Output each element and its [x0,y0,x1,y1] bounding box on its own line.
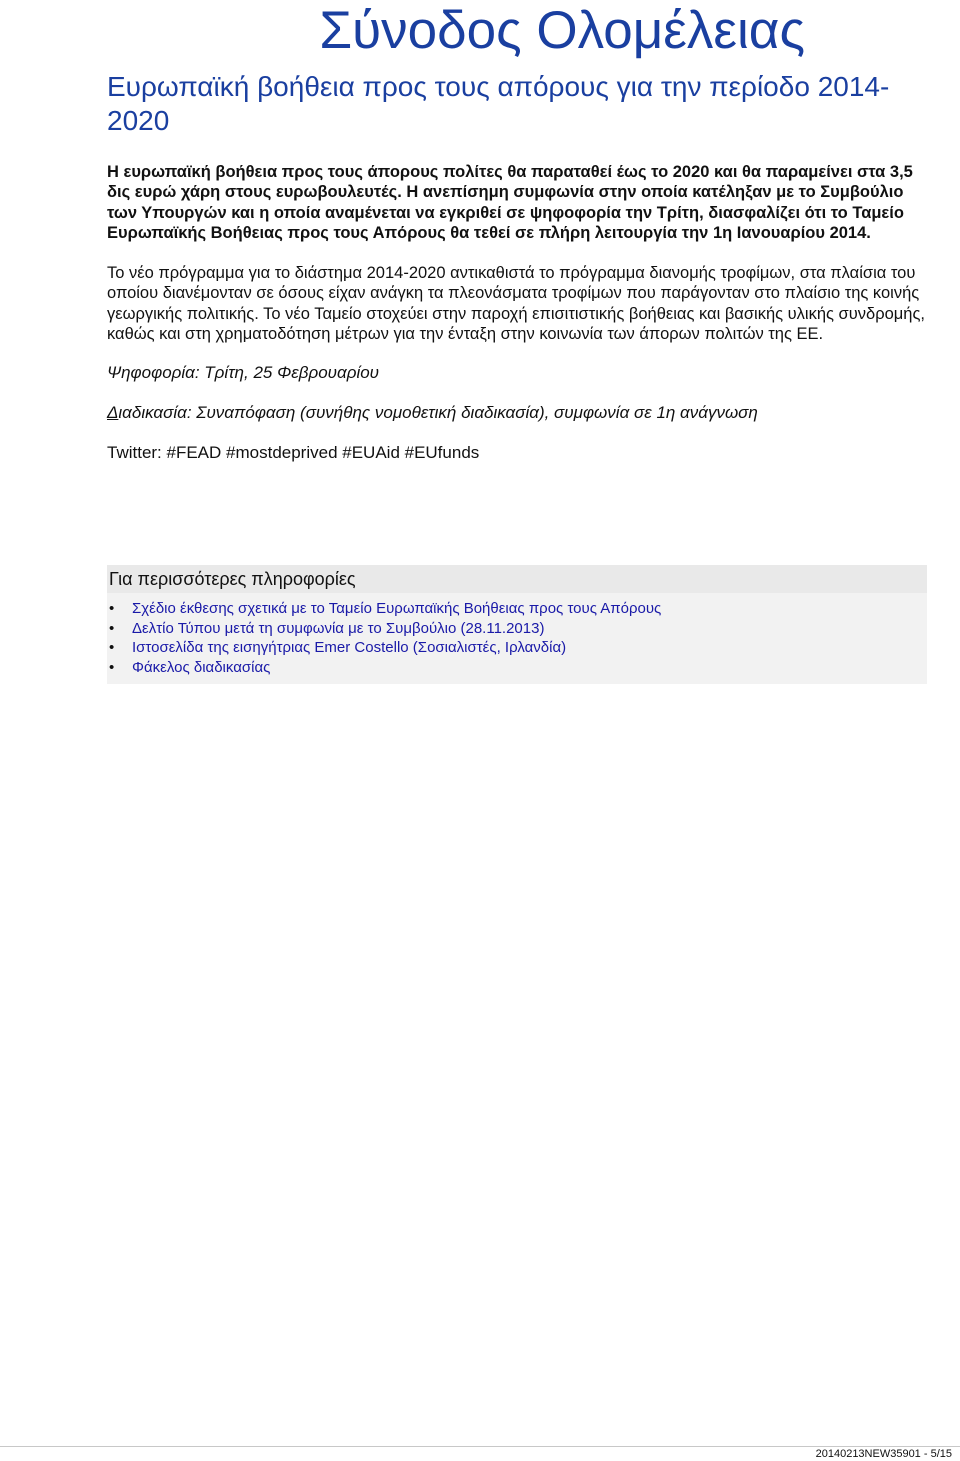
procedure-prefix: Δ [107,403,119,423]
bullet-icon: • [109,619,115,637]
article-content [107,70,927,464]
procedure-text: ιαδικασία: Συναπόφαση (συνήθης νομοθετική διαδικασία), συμφωνία σε 1η ανάγνωση [118,403,758,423]
list-item [107,638,927,658]
link-rapporteur-page[interactable]: Ιστοσελίδα της εισηγήτριας Emer Costello (Σοσιαλιστές, Ιρλανδία) [132,639,567,656]
article-lead-paragraph: Η ευρωπαϊκή βοήθεια προς τους άπορους πολίτες θα παραταθεί έως το 2020 και θα παραμείνει στα 3,5 δις ευρώ χάρη στους ευρωβουλευτές. Η ανεπίσημη συμφωνία στην οποία κατέληξαν με το Συμβούλιο των Υπουργών και η οποία αναμένεται να εγκριθεί σε ψηφοφορία την Τρίτη, διασφαλίζει ότι το Ταμείο Ευρωπαϊκής Βοήθειας προς τους Απόρους θα τεθεί σε πλήρη λειτουργία την 1η Ιανουαρίου 2014. [107,163,913,242]
link-draft-report[interactable]: Σχέδιο έκθεσης σχετικά με το Ταμείο Ευρωπαϊκής Βοήθειας προς τους Απόρους [132,600,662,617]
vote-date: Ψηφοφορία: Τρίτη, 25 Φεβρουαρίου [107,363,380,383]
footer-page-reference: 20140213NEW35901 - 5/15 [815,1448,952,1460]
procedure-info [107,402,927,424]
bullet-icon: • [109,658,115,676]
bullet-icon: • [109,600,115,617]
list-item [107,599,927,619]
list-item [107,658,927,678]
page-header-title: Σύνοδος Ολομέλειας [319,1,805,60]
list-item [107,619,927,639]
twitter-hashtags: Twitter: #FEAD #mostdeprived #EUAid #EUfunds [107,443,480,463]
link-press-release[interactable]: Δελτίο Τύπου μετά τη συμφωνία με το Συμβούλιο (28.11.2013) [132,619,545,637]
link-procedure-file[interactable]: Φάκελος διαδικασίας [132,658,271,676]
article-body-paragraph: Το νέο πρόγραμμα για το διάστημα 2014-2020 αντικαθιστά το πρόγραμμα διανομής τροφίμων, στα πλαίσια του οποίου διανέμονταν σε όσους είχαν ανάγκη τα πλεονάσματα τροφίμων που παράγονταν στο πλαίσιο της κοινής γεωργικής πολιτικής. Το νέο Ταμείο στοχεύει στην παροχή επισιτιστικής βοήθειας και βασικής υλικής συνδρομής, καθώς και στη χρηματοδότηση μέτρων για την ένταξη στην κοινωνία των άπορων πολιτών της ΕΕ. [107,264,925,344]
article-subtitle: Ευρωπαϊκή βοήθεια προς τους απόρους για την περίοδο 2014-2020 [107,71,890,136]
more-info-list [107,599,927,677]
more-info-box [107,565,927,684]
bullet-icon: • [109,639,115,656]
more-info-title: Για περισσότερες πληροφορίες [107,565,927,593]
